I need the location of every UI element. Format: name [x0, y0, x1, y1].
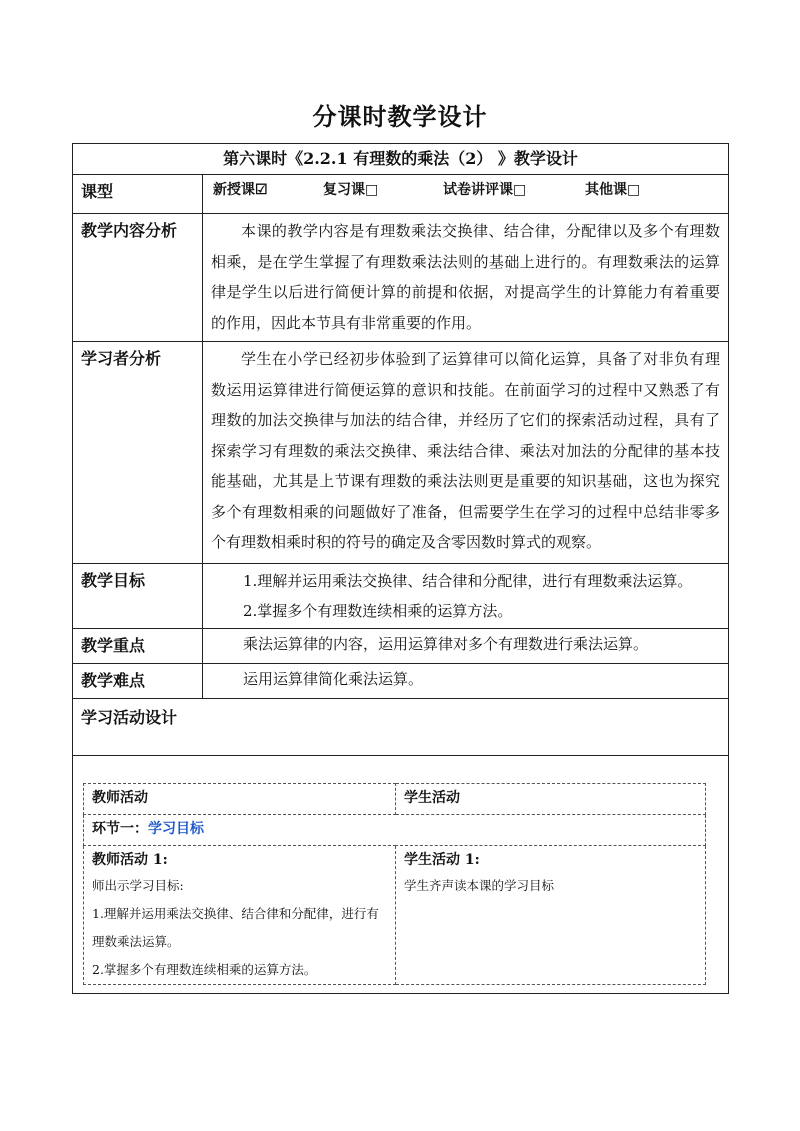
- content-analysis-text: 本课的教学内容是有理数乘法交换律、结合律，分配律以及多个有理数相乘，是在学生掌握了有理数乘法法则的基础上进行的。有理数乘法的运算律是学生以后进行简便计算的前提和依据，对提高学生的计算能力有着重要的作用，因此本节具有非常重要的作用。: [211, 222, 721, 332]
- activity-container: [73, 783, 729, 994]
- stage-prefix: 环节一：: [92, 821, 148, 837]
- course-type-other[interactable]: 其他课□: [585, 182, 641, 198]
- student-activity-cell: [396, 846, 706, 985]
- difficulties-label: 教学难点: [73, 664, 203, 699]
- objective-item: 1.理解并运用乘法交换律、结合律和分配律，进行有理数乘法运算。: [243, 572, 693, 590]
- key-points-label: 教学重点: [73, 629, 203, 664]
- teacher-activity-line: 1.理解并运用乘法交换律、结合律和分配律，进行有理数乘法运算。: [92, 906, 379, 949]
- course-type-options: [203, 175, 729, 214]
- page-title: 分课时教学设计: [312, 102, 488, 131]
- stage-one-row: [84, 815, 706, 846]
- student-activity-title: 学生活动 1:: [404, 852, 480, 868]
- stage-name: 学习目标: [148, 821, 204, 837]
- objectives-cell: [203, 564, 729, 629]
- key-points-text: 乘法运算律的内容，运用运算律对多个有理数进行乘法运算。: [243, 635, 649, 653]
- lesson-plan-table: [72, 143, 729, 994]
- lesson-title: 第六课时《2.2.1 有理数的乘法（2） 》教学设计: [73, 144, 729, 175]
- student-activity-line: 学生齐声读本课的学习目标: [404, 878, 555, 893]
- learner-analysis-cell: [203, 342, 729, 564]
- objectives-label: 教学目标: [73, 564, 203, 629]
- teacher-activity-header: 教师活动: [84, 784, 396, 815]
- teacher-activity-line: 师出示学习目标:: [92, 878, 184, 893]
- content-analysis-cell: [203, 214, 729, 342]
- teacher-activity-line: 2.掌握多个有理数连续相乘的运算方法。: [92, 962, 317, 977]
- content-analysis-label: 教学内容分析: [73, 214, 203, 342]
- key-points-cell: [203, 629, 729, 664]
- teacher-activity-title: 教师活动 1:: [92, 852, 168, 868]
- objective-item: 2.掌握多个有理数连续相乘的运算方法。: [243, 602, 513, 620]
- learner-analysis-text: 学生在小学已经初步体验到了运算律可以简化运算，具备了对非负有理数运用运算律进行简便运算的意识和技能。在前面学习的过程中又熟悉了有理数的加法交换律与加法的结合律，并经历了它们的探索活动过程，具有了探索学习有理数的乘法交换律、乘法结合律、乘法对加法的分配律的基本技能基础，尤其是上节课有理数的乘法法则更是重要的知识基础，这也为探究多个有理数相乘的问题做好了准备，但需要学生在学习的过程中总结非零多个有理数相乘时积的符号的确定及含零因数时算式的观察。: [211, 350, 721, 551]
- course-type-new[interactable]: 新授课☑: [213, 182, 268, 198]
- student-activity-header: 学生活动: [396, 784, 706, 815]
- activity-spacer: [73, 756, 729, 784]
- activity-design-label: 学习活动设计: [73, 699, 729, 756]
- difficulties-cell: [203, 664, 729, 699]
- teacher-activity-cell: [84, 846, 396, 985]
- course-type-review[interactable]: 复习课□: [323, 182, 379, 198]
- activity-table: [83, 783, 706, 985]
- difficulties-text: 运用运算律简化乘法运算。: [243, 670, 424, 688]
- learner-analysis-label: 学习者分析: [73, 342, 203, 564]
- course-type-label: 课型: [73, 175, 203, 214]
- course-type-test-review[interactable]: 试卷讲评课□: [443, 182, 527, 198]
